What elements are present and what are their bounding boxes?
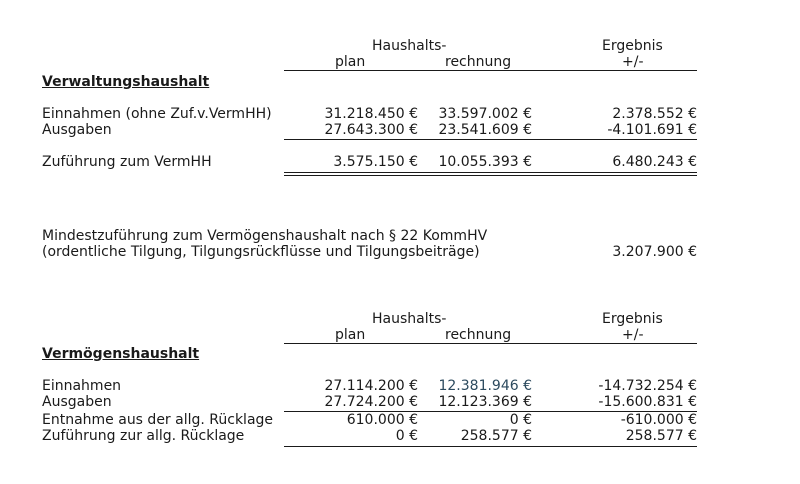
total-double-underline [284,172,697,176]
row-plan: 27.724.200 € [324,394,418,410]
header-haushalts: Haushalts- [372,38,447,54]
header-plus-minus: +/- [622,327,644,343]
row-label: Ausgaben [42,122,112,138]
total-plan: 3.575.150 € [333,154,418,170]
row-label: Einnahmen (ohne Zuf.v.VermHH) [42,106,272,122]
minimum-text-line1: Mindestzuführung zum Vermögenshaushalt nach § 22 KommHV [42,228,488,244]
total-rechnung: 10.055.393 € [438,154,532,170]
header-underline [284,70,697,71]
total-label: Zuführung zum VermHH [42,154,212,170]
header-rechnung: rechnung [445,54,512,70]
header-plan: plan [335,54,366,70]
header-haushalts: Haushalts- [372,311,447,327]
row-rechnung: 12.123.369 € [438,394,532,410]
header-ergebnis: Ergebnis [602,311,663,327]
row-rechnung: 23.541.609 € [438,122,532,138]
bottom-line [284,446,697,447]
sum-line [284,139,697,140]
row-label: Einnahmen [42,378,122,394]
row-ergebnis: -4.101.691 € [607,122,697,138]
header-plan: plan [335,327,366,343]
row-ergebnis: -610.000 € [620,412,697,428]
row-label: Zuführung zur allg. Rücklage [42,428,245,444]
header-plus-minus: +/- [622,54,644,70]
row-rechnung: 258.577 € [460,428,532,444]
row-ergebnis: 2.378.552 € [612,106,697,122]
row-ergebnis: -15.600.831 € [598,394,697,410]
row-label: Entnahme aus der allg. Rücklage [42,412,274,428]
minimum-text-line2: (ordentliche Tilgung, Tilgungsrückflüsse und Tilgungsbeiträge) [42,244,480,260]
section-title-vermoegen: Vermögenshaushalt [42,346,200,362]
total-ergebnis: 6.480.243 € [612,154,697,170]
row-rechnung: 12.381.946 € [438,378,532,394]
row-plan: 27.114.200 € [324,378,418,394]
minimum-value: 3.207.900 € [612,244,697,260]
row-ergebnis: -14.732.254 € [598,378,697,394]
header-underline [284,343,697,344]
row-rechnung: 33.597.002 € [438,106,532,122]
row-plan: 27.643.300 € [324,122,418,138]
row-ergebnis: 258.577 € [625,428,697,444]
row-rechnung: 0 € [509,412,532,428]
row-label: Ausgaben [42,394,112,410]
row-plan: 31.218.450 € [324,106,418,122]
row-plan: 0 € [395,428,418,444]
row-plan: 610.000 € [346,412,418,428]
header-rechnung: rechnung [445,327,512,343]
section-title-verwaltung: Verwaltungshaushalt [42,74,210,90]
header-ergebnis: Ergebnis [602,38,663,54]
